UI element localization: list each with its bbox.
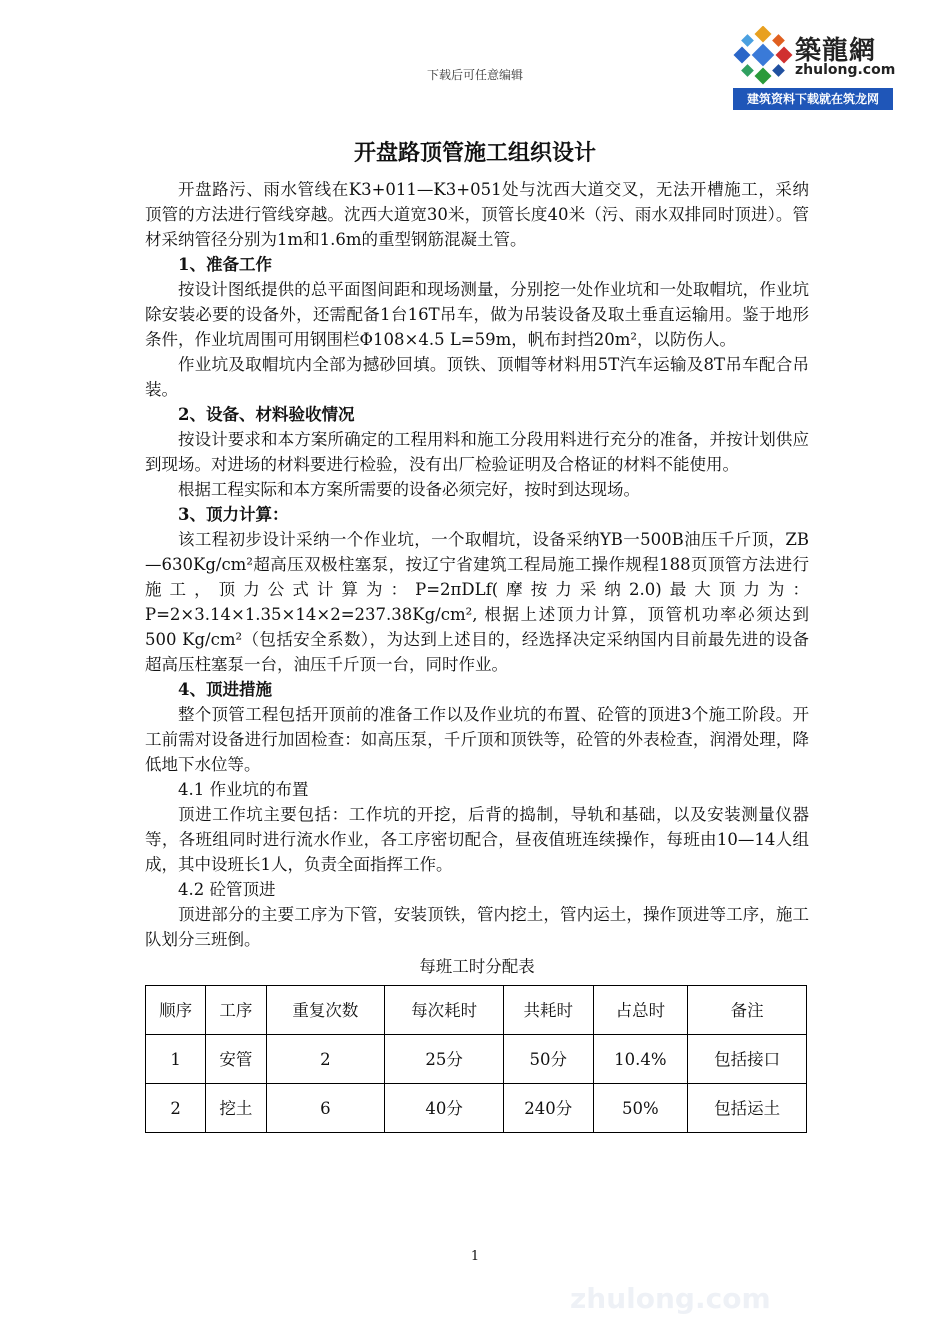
section-2-paragraph-2: 根据工程实际和本方案所需要的设备必须完好，按时到达现场。 (178, 480, 640, 499)
logo-top (733, 26, 896, 88)
section-2-paragraph-1: 按设计要求和本方案所确定的工程用料和施工分段用料进行充分的准备，并按计划供应到现场。对进场的材料要进行检验，没有出厂检验证明及合格证的材料不能使用。 (145, 430, 809, 474)
table-header-row (146, 986, 807, 1035)
section-1-paragraph-1: 按设计图纸提供的总平面图间距和现场测量，分别挖一处作业坑和一处取帽坑，作业坑除安装必要的设备外，还需配备1台16T吊车，做为吊装设备及取土垂直运输用。鉴于地形条件，作业坑周围可用钢围栏Φ108×4.5 L=59m，帆布封挡20m²，以防伤人。 (145, 280, 809, 349)
table-cell: 240分 (504, 1084, 594, 1133)
header-note: 下载后可任意编辑 (426, 68, 523, 82)
section-4-heading: 4、顶进措施 (178, 680, 272, 699)
table-cell: 2 (146, 1084, 206, 1133)
logo-domain: zhulong.com (795, 62, 896, 78)
table-cell: 1 (146, 1035, 206, 1084)
section-1-paragraph-2: 作业坑及取帽坑内全部为撼砂回填。顶铁、顶帽等材料用5T汽车运输及8T吊车配合吊装。 (145, 355, 809, 399)
section-3-paragraph-1: 该工程初步设计采纳一个作业坑，一个取帽坑，设备采纳YB一500B油压千斤顶，ZB—630Kg/cm²超高压双极柱塞泵，按辽宁省建筑工程局施工操作规程188页顶管方法进行施工，顶力公式计算为：P=2πDLf(摩按力采纳2.0)最大顶力为：P=2×3.14×1.35×14×2=237.38Kg/cm², 根据上述顶力计算，顶管机功率必须达到500 Kg/cm²（包括安全系数），为达到上述目的，经选择决定采纳国内目前最先进的设备超高压柱塞泵一台，油压千斤顶一台，同时作业。 (145, 530, 809, 674)
table-header-cell: 共耗时 (504, 986, 594, 1035)
snowflake-logo-icon (733, 26, 793, 86)
logo-name-cn: 築龍網 (795, 36, 877, 66)
section-4-2-paragraph: 顶进部分的主要工序为下管，安装顶铁，管内挖土，管内运土，操作顶进等工序，施工队划分三班倒。 (145, 905, 809, 949)
work-hours-table (145, 985, 807, 1133)
section-4-paragraph-1: 整个顶管工程包括开顶前的准备工作以及作业坑的布置、砼管的顶进3个施工阶段。开工前需对设备进行加固检查：如高压泵，千斤顶和顶铁等，砼管的外表检查，润滑处理，降低地下水位等。 (145, 705, 809, 774)
section-2-heading: 2、设备、材料验收情况 (178, 405, 355, 424)
table-cell: 包括运土 (688, 1084, 807, 1133)
table-header-cell: 占总时 (593, 986, 688, 1035)
table-cell: 50% (593, 1084, 688, 1133)
table-cell: 25分 (385, 1035, 504, 1084)
table-header-cell: 每次耗时 (385, 986, 504, 1035)
watermark-text: zhulong.com (570, 1282, 771, 1315)
table-header-cell: 备注 (688, 986, 807, 1035)
section-1-heading: 1、准备工作 (178, 255, 272, 274)
page-number: 1 (470, 1249, 480, 1264)
document-body (145, 177, 809, 1133)
table-row (146, 1035, 807, 1084)
section-4-1-heading: 4.1 作业坑的布置 (178, 780, 309, 799)
table-header-cell: 工序 (206, 986, 266, 1035)
table-cell: 2 (266, 1035, 385, 1084)
table-cell: 6 (266, 1084, 385, 1133)
zhulong-logo (733, 26, 896, 110)
table-cell: 40分 (385, 1084, 504, 1133)
section-4-1-paragraph: 顶进工作坑主要包括：工作坑的开挖，后背的捣制，导轨和基础，以及安装测量仪器等，各班组同时进行流水作业，各工序密切配合，昼夜值班连续操作，每班由10—14人组成，其中设班长1人，负责全面指挥工作。 (145, 805, 809, 874)
table-row (146, 1084, 807, 1133)
section-3-heading: 3、顶力计算： (178, 505, 289, 524)
table-cell: 50分 (504, 1035, 594, 1084)
table-header-cell: 重复次数 (266, 986, 385, 1035)
intro-paragraph: 开盘路污、雨水管线在K3+011—K3+051处与沈西大道交叉，无法开槽施工，采纳顶管的方法进行管线穿越。沈西大道宽30米，顶管长度40米（污、雨水双排同时顶进）。管材采纳管径分别为1m和1.6m的重型钢筋混凝土管。 (145, 180, 809, 249)
section-4-2-heading: 4.2 砼管顶进 (178, 880, 276, 899)
logo-slogan: 建筑资料下载就在筑龙网 (733, 88, 893, 110)
document-title: 开盘路顶管施工组织设计 (353, 140, 596, 166)
table-cell: 包括接口 (688, 1035, 807, 1084)
table-header-cell: 顺序 (146, 986, 206, 1035)
table-cell: 10.4% (593, 1035, 688, 1084)
table-cell: 挖土 (206, 1084, 266, 1133)
table-caption: 每班工时分配表 (419, 957, 535, 976)
table-cell: 安管 (206, 1035, 266, 1084)
